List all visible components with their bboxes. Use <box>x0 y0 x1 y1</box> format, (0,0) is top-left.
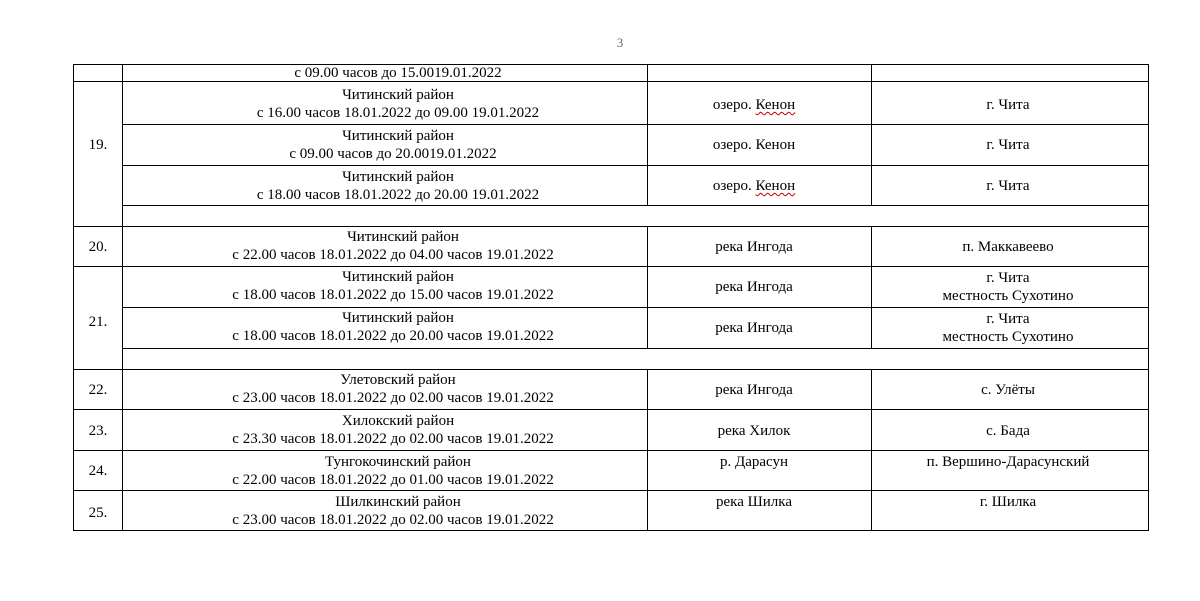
table-border-bottom <box>73 530 1149 531</box>
row-divider <box>122 165 1149 166</box>
row-divider <box>122 348 1149 349</box>
row-number: 19. <box>88 137 108 153</box>
row-settlement: с. Бада <box>986 423 1030 439</box>
column-divider <box>871 226 872 349</box>
row-district: Читинский район <box>342 87 454 103</box>
row-district: Читинский район <box>342 128 454 144</box>
row-district: Тунгокочинский район <box>325 454 471 470</box>
row-number: 23. <box>88 423 108 439</box>
fishing-schedule-table <box>73 64 1149 531</box>
row-divider <box>73 490 1149 491</box>
row-district: Читинский район <box>347 229 459 245</box>
row-settlement: п. Маккавеево <box>962 239 1054 255</box>
row-district: Улетовский район <box>340 372 456 388</box>
row-time: с 18.00 часов 18.01.2022 до 20.00 19.01.2022 <box>256 187 540 203</box>
row-settlement-locality: местность Сухотино <box>942 329 1074 345</box>
row-district: Читинский район <box>342 269 454 285</box>
row-water-body: река Ингода <box>715 320 793 336</box>
row-divider <box>73 226 1149 227</box>
water-name: Кенон <box>755 178 796 194</box>
column-divider <box>122 64 123 531</box>
row-number: 24. <box>88 463 108 479</box>
row-settlement-locality: местность Сухотино <box>942 288 1074 304</box>
water-prefix: озеро. <box>712 137 752 153</box>
row-time: с 22.00 часов 18.01.2022 до 01.00 часов 19.01.2022 <box>232 472 554 488</box>
row-settlement: г. Чита <box>986 270 1030 286</box>
column-divider <box>647 226 648 349</box>
row-time: с 09.00 часов до 15.0019.01.2022 <box>294 65 502 81</box>
table-border-right <box>1148 64 1149 531</box>
row-water-body: река Шилка <box>716 494 792 510</box>
row-time: с 09.00 часов до 20.0019.01.2022 <box>289 146 497 162</box>
water-prefix: озеро. <box>712 97 752 113</box>
row-water-body: река Хилок <box>717 423 791 439</box>
table-border-left <box>73 64 74 531</box>
row-water-body <box>684 136 824 154</box>
row-district: Читинский район <box>342 169 454 185</box>
row-time: с 23.00 часов 18.01.2022 до 02.00 часов 19.01.2022 <box>232 512 554 528</box>
row-number: 21. <box>88 314 108 330</box>
row-settlement: г. Чита <box>986 311 1030 327</box>
row-district: Хилокский район <box>341 413 455 429</box>
water-name: Кенон <box>755 137 796 153</box>
column-divider <box>647 369 648 531</box>
row-divider <box>122 124 1149 125</box>
row-divider <box>73 81 1149 82</box>
row-water-body: река Ингода <box>715 382 793 398</box>
row-district: Шилкинский район <box>335 494 461 510</box>
column-divider <box>871 64 872 206</box>
row-number: 22. <box>88 382 108 398</box>
water-name: Кенон <box>755 97 796 113</box>
row-water-body: река Ингода <box>715 239 793 255</box>
row-time: с 22.00 часов 18.01.2022 до 04.00 часов 19.01.2022 <box>232 247 554 263</box>
row-water-body <box>684 96 824 114</box>
row-divider <box>73 409 1149 410</box>
row-time: с 18.00 часов 18.01.2022 до 20.00 часов 19.01.2022 <box>232 328 554 344</box>
water-prefix: озеро. <box>712 178 752 194</box>
row-divider <box>122 307 1149 308</box>
row-time: с 23.00 часов 18.01.2022 до 02.00 часов 19.01.2022 <box>232 390 554 406</box>
row-settlement: г. Шилка <box>979 494 1037 510</box>
row-settlement: г. Чита <box>986 178 1030 194</box>
row-divider <box>73 369 1149 370</box>
row-settlement: п. Вершино-Дарасунский <box>926 454 1090 470</box>
row-divider <box>73 450 1149 451</box>
column-divider <box>647 64 648 206</box>
row-time: с 23.30 часов 18.01.2022 до 02.00 часов 19.01.2022 <box>232 431 554 447</box>
page-number: 3 <box>616 35 624 50</box>
row-time: с 16.00 часов 18.01.2022 до 09.00 19.01.2022 <box>256 105 540 121</box>
column-divider <box>871 369 872 531</box>
row-time: с 18.00 часов 18.01.2022 до 15.00 часов 19.01.2022 <box>232 287 554 303</box>
row-settlement: с. Улёты <box>981 382 1035 398</box>
row-number: 20. <box>88 239 108 255</box>
row-water-body: река Ингода <box>715 279 793 295</box>
table-border-top <box>73 64 1149 65</box>
row-district: Читинский район <box>342 310 454 326</box>
row-settlement: г. Чита <box>986 97 1030 113</box>
row-settlement: г. Чита <box>986 137 1030 153</box>
row-water-body <box>684 177 824 195</box>
row-number: 25. <box>88 505 108 521</box>
row-water-body: р. Дарасун <box>719 454 789 470</box>
row-divider <box>122 205 1149 206</box>
row-divider <box>73 266 1149 267</box>
